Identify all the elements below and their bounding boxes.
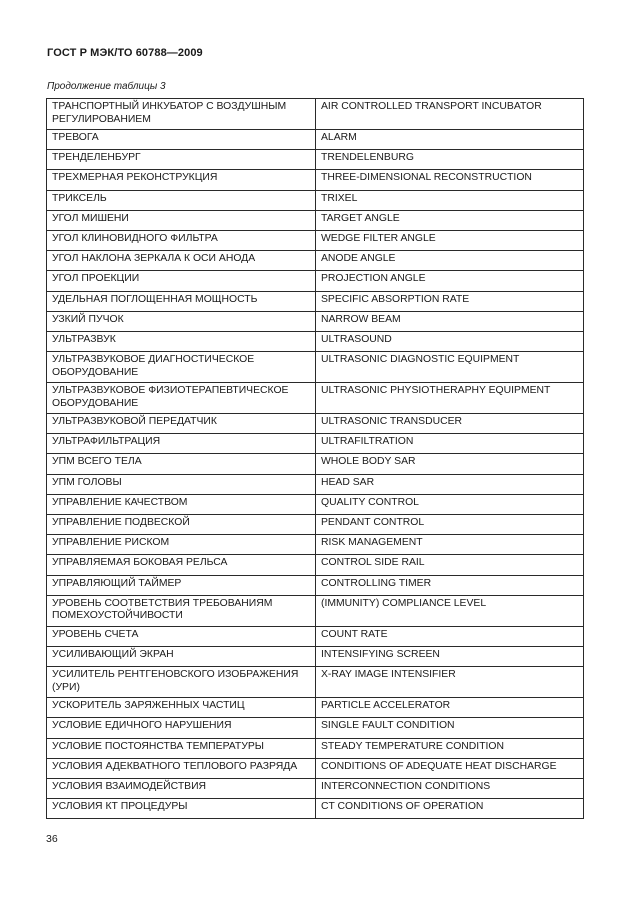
table-row — [47, 230, 584, 250]
term-russian: ТРЕХМЕРНАЯ РЕКОНСТРУКЦИЯ — [47, 170, 316, 190]
term-russian: УЛЬТРАФИЛЬТРАЦИЯ — [47, 434, 316, 454]
term-english: ULTRASONIC TRANSDUCER — [316, 414, 584, 434]
term-russian: ТРИКСЕЛЬ — [47, 190, 316, 210]
table-row — [47, 758, 584, 778]
table-row — [47, 331, 584, 351]
term-english: QUALITY CONTROL — [316, 494, 584, 514]
term-russian: УПРАВЛЕНИЕ ПОДВЕСКОЙ — [47, 515, 316, 535]
term-english: ULTRASONIC PHYSIOTHERAPHY EQUIPMENT — [316, 383, 584, 414]
table-row — [47, 210, 584, 230]
term-russian: УСЛОВИЯ КТ ПРОЦЕДУРЫ — [47, 799, 316, 819]
term-english: COUNT RATE — [316, 626, 584, 646]
table-row — [47, 738, 584, 758]
table-row — [47, 251, 584, 271]
term-russian: УГОЛ НАКЛОНА ЗЕРКАЛА К ОСИ АНОДА — [47, 251, 316, 271]
term-english: WEDGE FILTER ANGLE — [316, 230, 584, 250]
term-english: ULTRAFILTRATION — [316, 434, 584, 454]
term-russian: УГОЛ МИШЕНИ — [47, 210, 316, 230]
term-english: THREE-DIMENSIONAL RECONSTRUCTION — [316, 170, 584, 190]
term-english: ULTRASOUND — [316, 331, 584, 351]
table-row — [47, 474, 584, 494]
term-english: TARGET ANGLE — [316, 210, 584, 230]
term-russian: ТРЕНДЕЛЕНБУРГ — [47, 150, 316, 170]
term-russian: УПМ ГОЛОВЫ — [47, 474, 316, 494]
term-english: TRENDELENBURG — [316, 150, 584, 170]
table-row — [47, 778, 584, 798]
table-row — [47, 667, 584, 698]
term-english: SPECIFIC ABSORPTION RATE — [316, 291, 584, 311]
term-russian: УПРАВЛЕНИЕ КАЧЕСТВОМ — [47, 494, 316, 514]
table-row — [47, 311, 584, 331]
term-russian: УПРАВЛЯЕМАЯ БОКОВАЯ РЕЛЬСА — [47, 555, 316, 575]
term-russian: УСИЛИВАЮЩИЙ ЭКРАН — [47, 646, 316, 666]
term-russian: УЗКИЙ ПУЧОК — [47, 311, 316, 331]
term-russian: УПРАВЛЯЮЩИЙ ТАЙМЕР — [47, 575, 316, 595]
table-row — [47, 414, 584, 434]
term-english: AIR CONTROLLED TRANSPORT INCUBATOR — [316, 99, 584, 130]
table-row — [47, 595, 584, 626]
table-row — [47, 383, 584, 414]
table-row — [47, 626, 584, 646]
term-russian: ТРАНСПОРТНЫЙ ИНКУБАТОР С ВОЗДУШНЫМ РЕГУЛИРОВАНИЕМ — [47, 99, 316, 130]
term-english: CONTROLLING TIMER — [316, 575, 584, 595]
term-russian: УГОЛ КЛИНОВИДНОГО ФИЛЬТРА — [47, 230, 316, 250]
table-row — [47, 698, 584, 718]
table-row — [47, 352, 584, 383]
term-english: WHOLE BODY SAR — [316, 454, 584, 474]
term-russian: УГОЛ ПРОЕКЦИИ — [47, 271, 316, 291]
table-row — [47, 99, 584, 130]
term-english: STEADY TEMPERATURE CONDITION — [316, 738, 584, 758]
term-russian: УДЕЛЬНАЯ ПОГЛОЩЕННАЯ МОЩНОСТЬ — [47, 291, 316, 311]
term-english: CONDITIONS OF ADEQUATE HEAT DISCHARGE — [316, 758, 584, 778]
table-row — [47, 170, 584, 190]
term-english: CONTROL SIDE RAIL — [316, 555, 584, 575]
term-english: PARTICLE ACCELERATOR — [316, 698, 584, 718]
term-russian: УЛЬТРАЗВУКОВОЕ ДИАГНОСТИЧЕСКОЕ ОБОРУДОВАНИЕ — [47, 352, 316, 383]
term-russian: УРОВЕНЬ СЧЕТА — [47, 626, 316, 646]
term-russian: УЛЬТРАЗВУКОВОЕ ФИЗИОТЕРАПЕВТИЧЕСКОЕ ОБОРУДОВАНИЕ — [47, 383, 316, 414]
term-english: X-RAY IMAGE INTENSIFIER — [316, 667, 584, 698]
terms-table — [46, 98, 584, 819]
terms-table-body — [47, 99, 584, 819]
page-number: 36 — [46, 833, 58, 845]
table-row — [47, 190, 584, 210]
table-row — [47, 454, 584, 474]
term-english: SINGLE FAULT CONDITION — [316, 718, 584, 738]
table-row — [47, 555, 584, 575]
table-row — [47, 130, 584, 150]
table-caption: Продолжение таблицы 3 — [47, 81, 166, 92]
table-row — [47, 799, 584, 819]
table-row — [47, 535, 584, 555]
term-russian: УСЛОВИЕ ЕДИЧНОГО НАРУШЕНИЯ — [47, 718, 316, 738]
table-row — [47, 150, 584, 170]
term-english: CT CONDITIONS OF OPERATION — [316, 799, 584, 819]
term-english: INTERCONNECTION CONDITIONS — [316, 778, 584, 798]
document-header: ГОСТ Р МЭК/ТО 60788—2009 — [47, 47, 203, 59]
table-row — [47, 575, 584, 595]
term-russian: УСЛОВИЯ ВЗАИМОДЕЙСТВИЯ — [47, 778, 316, 798]
table-row — [47, 494, 584, 514]
term-russian: УСКОРИТЕЛЬ ЗАРЯЖЕННЫХ ЧАСТИЦ — [47, 698, 316, 718]
term-russian: УРОВЕНЬ СООТВЕТСТВИЯ ТРЕБОВАНИЯМ ПОМЕХОУСТОЙЧИВОСТИ — [47, 595, 316, 626]
term-english: TRIXEL — [316, 190, 584, 210]
term-russian: УПМ ВСЕГО ТЕЛА — [47, 454, 316, 474]
term-english: PENDANT CONTROL — [316, 515, 584, 535]
table-row — [47, 646, 584, 666]
term-russian: УСИЛИТЕЛЬ РЕНТГЕНОВСКОГО ИЗОБРАЖЕНИЯ (УРИ) — [47, 667, 316, 698]
table-row — [47, 291, 584, 311]
term-russian: УПРАВЛЕНИЕ РИСКОМ — [47, 535, 316, 555]
term-russian: УЛЬТРАЗВУКОВОЙ ПЕРЕДАТЧИК — [47, 414, 316, 434]
term-russian: УСЛОВИЕ ПОСТОЯНСТВА ТЕМПЕРАТУРЫ — [47, 738, 316, 758]
term-english: PROJECTION ANGLE — [316, 271, 584, 291]
term-russian: УЛЬТРАЗВУК — [47, 331, 316, 351]
term-english: ULTRASONIC DIAGNOSTIC EQUIPMENT — [316, 352, 584, 383]
table-row — [47, 271, 584, 291]
table-row — [47, 718, 584, 738]
term-english: RISK MANAGEMENT — [316, 535, 584, 555]
term-english: HEAD SAR — [316, 474, 584, 494]
term-russian: ТРЕВОГА — [47, 130, 316, 150]
term-english: ANODE ANGLE — [316, 251, 584, 271]
term-english: NARROW BEAM — [316, 311, 584, 331]
term-english: ALARM — [316, 130, 584, 150]
table-row — [47, 434, 584, 454]
term-english: (IMMUNITY) COMPLIANCE LEVEL — [316, 595, 584, 626]
term-english: INTENSIFYING SCREEN — [316, 646, 584, 666]
term-russian: УСЛОВИЯ АДЕКВАТНОГО ТЕПЛОВОГО РАЗРЯДА — [47, 758, 316, 778]
table-row — [47, 515, 584, 535]
